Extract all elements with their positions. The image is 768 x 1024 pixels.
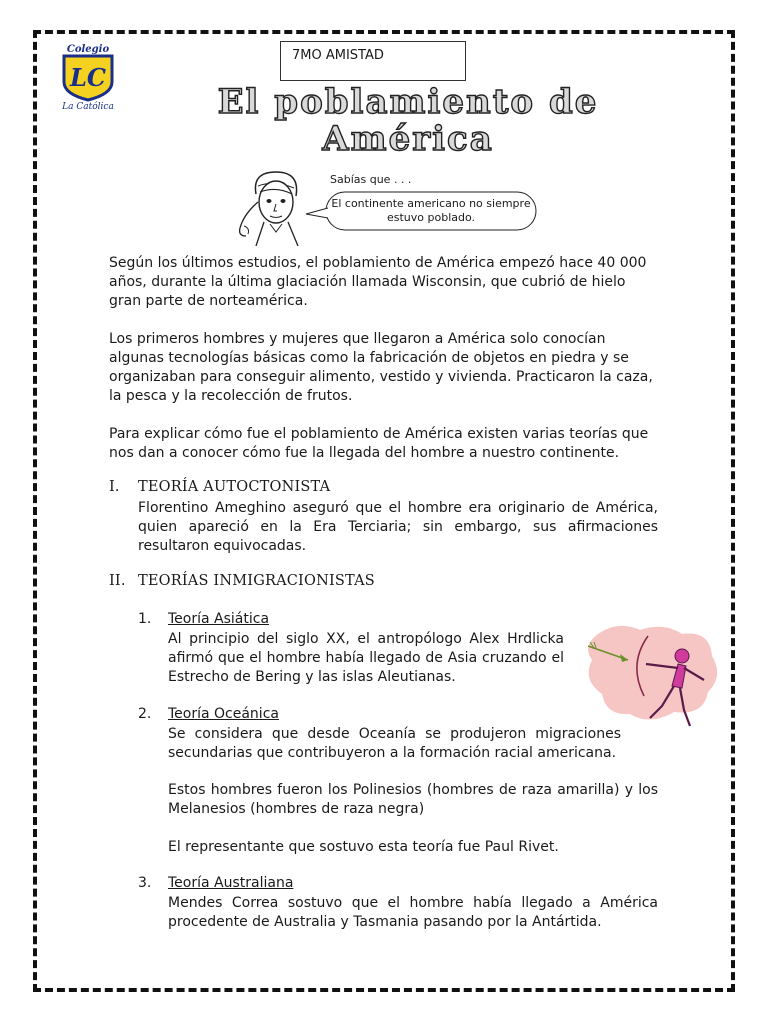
- logo-bottom-text: La Católica: [62, 102, 114, 110]
- section-1-number: I.: [109, 479, 120, 495]
- section-2-title: TEORÍAS INMIGRACIONISTAS: [138, 573, 375, 589]
- splash-shape: [588, 626, 717, 720]
- theory-2-title: Teoría Oceánica: [168, 706, 279, 722]
- class-label: 7MO AMISTAD: [280, 41, 466, 81]
- theory-2-number: 2.: [138, 706, 152, 722]
- section-1-title: TEORÍA AUTOCTONISTA: [138, 479, 331, 495]
- sabias-label: Sabías que . . .: [330, 173, 412, 186]
- theory-2-text-2: Estos hombres fueron los Polinesios (hombres de raza amarilla) y los Melanesios (hombres de raza negra): [168, 782, 658, 817]
- theory-2-heading: [138, 706, 279, 722]
- section-1-text: Florentino Ameghino aseguró que el hombre era originario de América, quien apareció en la Era Terciaria; sin embargo, sus afirmaciones resultaron equivocadas.: [138, 500, 658, 554]
- theory-3-title: Teoría Australiana: [168, 875, 294, 891]
- theory-2-text-3: El representante que sostuvo esta teoría fue Paul Rivet.: [168, 839, 559, 855]
- paragraph-2: Los primeros hombres y mujeres que llegaron a América solo conocían algunas tecnologías básicas como la fabricación de objetos en piedra y se organizaban para conseguir alimento, vestido y vivienda. Practicaron la caza, la pesca y la recolección de frutos.: [109, 331, 653, 404]
- section-2-number: II.: [109, 573, 126, 589]
- theory-1-text: Al principio del siglo XX, el antropólogo Alex Hrdlicka afirmó que el hombre había llegado de Asia cruzando el Estrecho de Bering y las islas Aleutianas.: [168, 631, 564, 685]
- theory-2-text: Se considera que desde Oceanía se produjeron migraciones secundarias que contribuyeron a la formación racial americana.: [168, 726, 621, 761]
- section-2-heading: [109, 573, 375, 589]
- page-title: [128, 80, 688, 158]
- bubble-line-2: estuvo poblado.: [386, 211, 476, 224]
- theory-1-number: 1.: [138, 611, 152, 627]
- theory-1-heading: [138, 611, 269, 627]
- theory-3-text: Mendes Correa sostuvo que el hombre había llegado a América procedente de Australia y Tasmania pasando por la Antártida.: [168, 895, 658, 930]
- paragraph-3: Para explicar cómo fue el poblamiento de América existen varias teorías que nos dan a conocer cómo fue la llegada del hombre a nuestro continente.: [109, 426, 649, 461]
- theory-3-heading: [138, 875, 293, 891]
- school-logo: [52, 42, 124, 110]
- paragraph-1: Según los últimos estudios, el poblamiento de América empezó hace 40 000 años, durante la última glaciación llamada Wisconsin, que cubrió de hielo gran parte de norteamérica.: [109, 255, 647, 309]
- title-line-2: América: [322, 119, 494, 158]
- logo-top-text: Colegio: [66, 44, 110, 55]
- bubble-line-1: El continente americano no siempre: [331, 197, 531, 210]
- title-line-1: El poblamiento de: [217, 82, 599, 122]
- speech-bubble-text: [326, 197, 536, 225]
- archer-illustration: [578, 620, 724, 738]
- logo-monogram: LC: [70, 63, 106, 92]
- section-1-heading: [109, 479, 330, 495]
- archer-head: [675, 649, 689, 663]
- theory-3-number: 3.: [138, 875, 152, 891]
- theory-1-title: Teoría Asiática: [168, 611, 270, 627]
